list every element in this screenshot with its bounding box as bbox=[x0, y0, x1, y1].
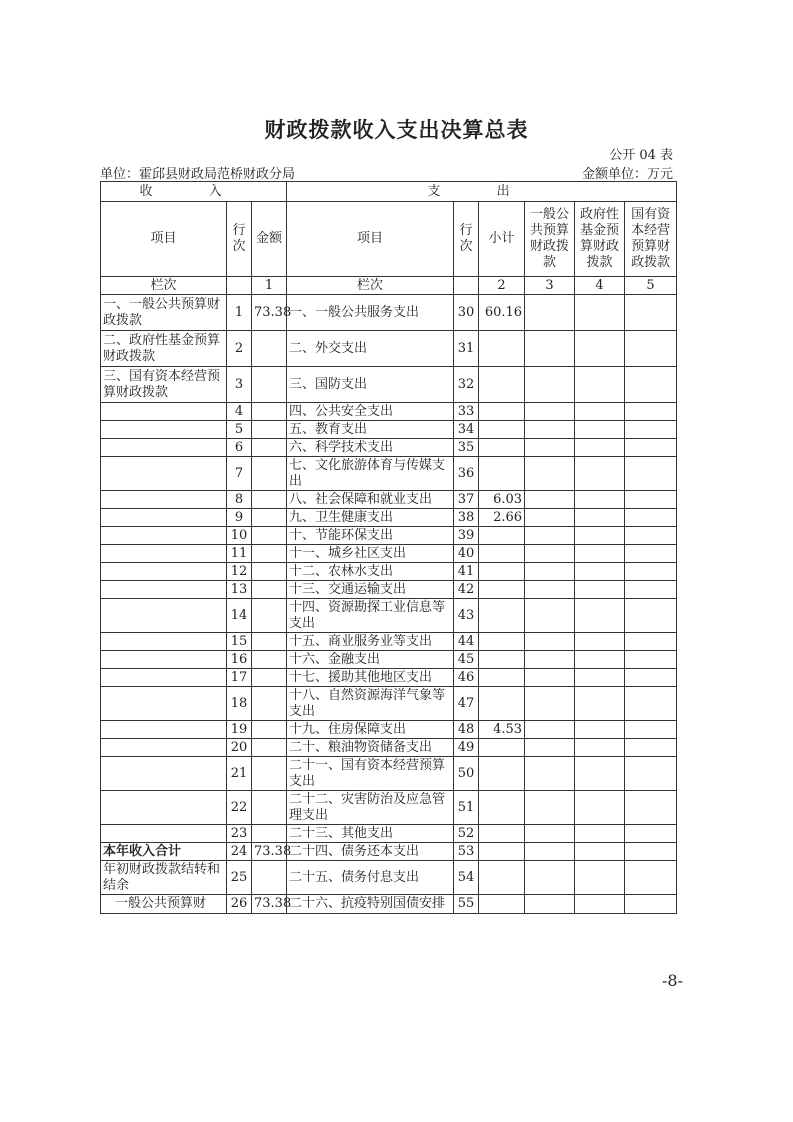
expense-item-cell: 一、一般公共服务支出 bbox=[287, 295, 454, 331]
state-capital-budget-cell bbox=[625, 367, 677, 403]
expense-row-no-cell: 41 bbox=[454, 563, 479, 581]
fund-budget-cell bbox=[575, 739, 625, 757]
expense-subtotal-cell bbox=[479, 633, 525, 651]
fund-budget-cell bbox=[575, 633, 625, 651]
income-item-cell: 三、国有资本经营预算财政拨款 bbox=[101, 367, 227, 403]
income-item-cell bbox=[101, 457, 227, 491]
general-budget-cell bbox=[525, 563, 575, 581]
expense-subtotal-cell: 60.16 bbox=[479, 295, 525, 331]
income-row-no-cell: 11 bbox=[227, 545, 252, 563]
expense-item-cell: 十八、自然资源海洋气象等支出 bbox=[287, 687, 454, 721]
income-item-cell bbox=[101, 599, 227, 633]
state-capital-budget-cell bbox=[625, 331, 677, 367]
expense-row-no-cell: 39 bbox=[454, 527, 479, 545]
fund-budget-cell bbox=[575, 721, 625, 739]
expense-row-no-cell: 53 bbox=[454, 843, 479, 861]
expense-item-cell: 十三、交通运输支出 bbox=[287, 581, 454, 599]
expense-row-no-cell: 33 bbox=[454, 403, 479, 421]
col-1: 1 bbox=[252, 277, 287, 295]
income-row-no-cell: 17 bbox=[227, 669, 252, 687]
header-row-1 bbox=[101, 182, 677, 202]
fund-budget-cell bbox=[575, 581, 625, 599]
header-subtotal: 小计 bbox=[479, 202, 525, 277]
table-row bbox=[101, 331, 677, 367]
expense-row-no-cell: 36 bbox=[454, 457, 479, 491]
col-empty bbox=[227, 277, 252, 295]
expense-item-cell: 十七、援助其他地区支出 bbox=[287, 669, 454, 687]
state-capital-budget-cell bbox=[625, 457, 677, 491]
income-amount-cell bbox=[252, 563, 287, 581]
income-item-cell bbox=[101, 721, 227, 739]
income-row-no-cell: 21 bbox=[227, 757, 252, 791]
income-item-cell: 本年收入合计 bbox=[101, 843, 227, 861]
income-amount-cell: 73.38 bbox=[252, 843, 287, 861]
income-item-cell bbox=[101, 563, 227, 581]
expense-row-no-cell: 37 bbox=[454, 491, 479, 509]
income-item-cell: 一、一般公共预算财政拨款 bbox=[101, 295, 227, 331]
general-budget-cell bbox=[525, 545, 575, 563]
expense-row-no-cell: 54 bbox=[454, 861, 479, 895]
state-capital-budget-cell bbox=[625, 545, 677, 563]
state-capital-budget-cell bbox=[625, 403, 677, 421]
general-budget-cell bbox=[525, 581, 575, 599]
state-capital-budget-cell bbox=[625, 757, 677, 791]
table-row bbox=[101, 669, 677, 687]
table-row bbox=[101, 825, 677, 843]
header-row-no: 行次 bbox=[227, 202, 252, 277]
general-budget-cell bbox=[525, 439, 575, 457]
income-amount-cell bbox=[252, 367, 287, 403]
income-amount-cell bbox=[252, 651, 287, 669]
expense-item-cell: 十、节能环保支出 bbox=[287, 527, 454, 545]
expense-row-no-cell: 47 bbox=[454, 687, 479, 721]
header-amount: 金额 bbox=[252, 202, 287, 277]
expense-item-cell: 九、卫生健康支出 bbox=[287, 509, 454, 527]
income-row-no-cell: 8 bbox=[227, 491, 252, 509]
income-item-cell bbox=[101, 825, 227, 843]
income-row-no-cell: 10 bbox=[227, 527, 252, 545]
income-item-cell bbox=[101, 509, 227, 527]
expense-subtotal-cell: 4.53 bbox=[479, 721, 525, 739]
general-budget-cell bbox=[525, 633, 575, 651]
general-budget-cell bbox=[525, 757, 575, 791]
income-amount-cell: 73.38 bbox=[252, 895, 287, 914]
table-row bbox=[101, 295, 677, 331]
table-row bbox=[101, 651, 677, 669]
table-row bbox=[101, 757, 677, 791]
table-row bbox=[101, 633, 677, 651]
document-title: 财政拨款收入支出决算总表 bbox=[264, 118, 529, 142]
income-amount-cell bbox=[252, 527, 287, 545]
income-amount-cell bbox=[252, 581, 287, 599]
income-amount-cell bbox=[252, 739, 287, 757]
income-amount-cell bbox=[252, 421, 287, 439]
income-header: 收 入 bbox=[101, 182, 287, 202]
general-budget-cell bbox=[525, 331, 575, 367]
header-item-expense: 项目 bbox=[287, 202, 454, 277]
expense-row-no-cell: 55 bbox=[454, 895, 479, 914]
fund-budget-cell bbox=[575, 669, 625, 687]
table-row bbox=[101, 791, 677, 825]
general-budget-cell bbox=[525, 457, 575, 491]
income-amount-cell bbox=[252, 687, 287, 721]
expense-subtotal-cell bbox=[479, 687, 525, 721]
income-row-no-cell: 9 bbox=[227, 509, 252, 527]
expense-item-cell: 十二、农林水支出 bbox=[287, 563, 454, 581]
income-amount-cell bbox=[252, 491, 287, 509]
state-capital-budget-cell bbox=[625, 861, 677, 895]
income-row-no-cell: 1 bbox=[227, 295, 252, 331]
expense-item-cell: 六、科学技术支出 bbox=[287, 439, 454, 457]
col-3: 3 bbox=[525, 277, 575, 295]
state-capital-budget-cell bbox=[625, 739, 677, 757]
expense-subtotal-cell bbox=[479, 439, 525, 457]
expense-item-cell: 四、公共安全支出 bbox=[287, 403, 454, 421]
income-row-no-cell: 4 bbox=[227, 403, 252, 421]
fund-budget-cell bbox=[575, 825, 625, 843]
expense-subtotal-cell bbox=[479, 421, 525, 439]
income-row-no-cell: 16 bbox=[227, 651, 252, 669]
income-amount-cell bbox=[252, 721, 287, 739]
income-item-cell: 一般公共预算财 bbox=[101, 895, 227, 914]
state-capital-budget-cell bbox=[625, 895, 677, 914]
page-number: -8- bbox=[662, 971, 683, 990]
expense-row-no-cell: 45 bbox=[454, 651, 479, 669]
expense-subtotal-cell: 6.03 bbox=[479, 491, 525, 509]
column-number-row bbox=[101, 277, 677, 295]
state-capital-budget-cell bbox=[625, 721, 677, 739]
income-row-no-cell: 6 bbox=[227, 439, 252, 457]
table-row bbox=[101, 599, 677, 633]
income-row-no-cell: 22 bbox=[227, 791, 252, 825]
expense-subtotal-cell bbox=[479, 599, 525, 633]
expense-subtotal-cell bbox=[479, 843, 525, 861]
table-row bbox=[101, 895, 677, 914]
expense-row-no-cell: 31 bbox=[454, 331, 479, 367]
income-amount-cell bbox=[252, 599, 287, 633]
fund-budget-cell bbox=[575, 403, 625, 421]
col-empty-expense bbox=[454, 277, 479, 295]
expense-item-cell: 二十、粮油物资储备支出 bbox=[287, 739, 454, 757]
income-amount-cell bbox=[252, 457, 287, 491]
col-5: 5 bbox=[625, 277, 677, 295]
expense-row-no-cell: 51 bbox=[454, 791, 479, 825]
general-budget-cell bbox=[525, 843, 575, 861]
expense-item-cell: 十九、住房保障支出 bbox=[287, 721, 454, 739]
fund-budget-cell bbox=[575, 687, 625, 721]
unit-name: 单位：霍邱县财政局范桥财政分局 bbox=[100, 167, 296, 182]
income-item-cell bbox=[101, 739, 227, 757]
state-capital-budget-cell bbox=[625, 843, 677, 861]
expense-row-no-cell: 34 bbox=[454, 421, 479, 439]
general-budget-cell bbox=[525, 651, 575, 669]
income-row-no-cell: 3 bbox=[227, 367, 252, 403]
income-row-no-cell: 23 bbox=[227, 825, 252, 843]
state-capital-budget-cell bbox=[625, 633, 677, 651]
expense-row-no-cell: 46 bbox=[454, 669, 479, 687]
expense-item-cell: 十四、资源勘探工业信息等支出 bbox=[287, 599, 454, 633]
general-budget-cell bbox=[525, 599, 575, 633]
general-budget-cell bbox=[525, 791, 575, 825]
fund-budget-cell bbox=[575, 791, 625, 825]
expense-item-cell: 二十二、灾害防治及应急管理支出 bbox=[287, 791, 454, 825]
col-label: 栏次 bbox=[101, 277, 227, 295]
general-budget-cell bbox=[525, 721, 575, 739]
income-row-no-cell: 2 bbox=[227, 331, 252, 367]
expense-item-cell: 二十一、国有资本经营预算支出 bbox=[287, 757, 454, 791]
expense-subtotal-cell bbox=[479, 861, 525, 895]
income-item-cell bbox=[101, 633, 227, 651]
table-row bbox=[101, 509, 677, 527]
header-general-budget: 一般公共预算财政拨款 bbox=[525, 202, 575, 277]
general-budget-cell bbox=[525, 861, 575, 895]
general-budget-cell bbox=[525, 491, 575, 509]
table-row bbox=[101, 545, 677, 563]
table-row bbox=[101, 739, 677, 757]
income-amount-cell bbox=[252, 669, 287, 687]
general-budget-cell bbox=[525, 367, 575, 403]
expense-header: 支 出 bbox=[287, 182, 677, 202]
state-capital-budget-cell bbox=[625, 687, 677, 721]
income-item-cell bbox=[101, 687, 227, 721]
expense-subtotal-cell bbox=[479, 669, 525, 687]
state-capital-budget-cell bbox=[625, 421, 677, 439]
expense-subtotal-cell bbox=[479, 791, 525, 825]
expense-row-no-cell: 38 bbox=[454, 509, 479, 527]
header-fund-budget: 政府性基金预算财政拨款 bbox=[575, 202, 625, 277]
income-amount-cell bbox=[252, 545, 287, 563]
fund-budget-cell bbox=[575, 861, 625, 895]
general-budget-cell bbox=[525, 295, 575, 331]
expense-row-no-cell: 32 bbox=[454, 367, 479, 403]
general-budget-cell bbox=[525, 687, 575, 721]
expense-item-cell: 十五、商业服务业等支出 bbox=[287, 633, 454, 651]
expense-subtotal-cell bbox=[479, 457, 525, 491]
income-row-no-cell: 26 bbox=[227, 895, 252, 914]
expense-subtotal-cell bbox=[479, 825, 525, 843]
income-amount-cell bbox=[252, 403, 287, 421]
table-row bbox=[101, 403, 677, 421]
header-state-capital-budget: 国有资本经营预算财政拨款 bbox=[625, 202, 677, 277]
fund-budget-cell bbox=[575, 295, 625, 331]
state-capital-budget-cell bbox=[625, 509, 677, 527]
table-row bbox=[101, 563, 677, 581]
table-row bbox=[101, 581, 677, 599]
general-budget-cell bbox=[525, 421, 575, 439]
expense-item-cell: 七、文化旅游体育与传媒支出 bbox=[287, 457, 454, 491]
general-budget-cell bbox=[525, 509, 575, 527]
general-budget-cell bbox=[525, 895, 575, 914]
state-capital-budget-cell bbox=[625, 295, 677, 331]
col-2: 2 bbox=[479, 277, 525, 295]
income-item-cell bbox=[101, 581, 227, 599]
header-item: 项目 bbox=[101, 202, 227, 277]
expense-subtotal-cell: 2.66 bbox=[479, 509, 525, 527]
fund-budget-cell bbox=[575, 367, 625, 403]
expense-subtotal-cell bbox=[479, 895, 525, 914]
table-row bbox=[101, 457, 677, 491]
income-row-no-cell: 20 bbox=[227, 739, 252, 757]
fund-budget-cell bbox=[575, 439, 625, 457]
table-row bbox=[101, 843, 677, 861]
state-capital-budget-cell bbox=[625, 563, 677, 581]
expense-item-cell: 五、教育支出 bbox=[287, 421, 454, 439]
income-row-no-cell: 19 bbox=[227, 721, 252, 739]
expense-item-cell: 三、国防支出 bbox=[287, 367, 454, 403]
expense-item-cell: 二十六、抗疫特别国债安排 bbox=[287, 895, 454, 914]
income-row-no-cell: 15 bbox=[227, 633, 252, 651]
state-capital-budget-cell bbox=[625, 581, 677, 599]
income-item-cell bbox=[101, 403, 227, 421]
expense-row-no-cell: 30 bbox=[454, 295, 479, 331]
expense-row-no-cell: 42 bbox=[454, 581, 479, 599]
expense-row-no-cell: 44 bbox=[454, 633, 479, 651]
fund-budget-cell bbox=[575, 843, 625, 861]
expense-row-no-cell: 50 bbox=[454, 757, 479, 791]
income-item-cell bbox=[101, 491, 227, 509]
expense-subtotal-cell bbox=[479, 367, 525, 403]
fund-budget-cell bbox=[575, 331, 625, 367]
general-budget-cell bbox=[525, 669, 575, 687]
income-item-cell: 年初财政拨款结转和结余 bbox=[101, 861, 227, 895]
expense-row-no-cell: 49 bbox=[454, 739, 479, 757]
income-row-no-cell: 7 bbox=[227, 457, 252, 491]
income-amount-cell bbox=[252, 439, 287, 457]
expense-row-no-cell: 48 bbox=[454, 721, 479, 739]
fund-budget-cell bbox=[575, 527, 625, 545]
income-amount-cell: 73.38 bbox=[252, 295, 287, 331]
income-amount-cell bbox=[252, 791, 287, 825]
general-budget-cell bbox=[525, 527, 575, 545]
expense-subtotal-cell bbox=[479, 527, 525, 545]
expense-item-cell: 二十四、债务还本支出 bbox=[287, 843, 454, 861]
state-capital-budget-cell bbox=[625, 527, 677, 545]
state-capital-budget-cell bbox=[625, 825, 677, 843]
fund-budget-cell bbox=[575, 421, 625, 439]
expense-subtotal-cell bbox=[479, 545, 525, 563]
income-row-no-cell: 13 bbox=[227, 581, 252, 599]
expense-subtotal-cell bbox=[479, 739, 525, 757]
expense-subtotal-cell bbox=[479, 403, 525, 421]
income-amount-cell bbox=[252, 861, 287, 895]
income-item-cell bbox=[101, 439, 227, 457]
income-row-no-cell: 14 bbox=[227, 599, 252, 633]
income-amount-cell bbox=[252, 633, 287, 651]
income-item-cell bbox=[101, 651, 227, 669]
table-row bbox=[101, 439, 677, 457]
general-budget-cell bbox=[525, 739, 575, 757]
expense-subtotal-cell bbox=[479, 651, 525, 669]
state-capital-budget-cell bbox=[625, 491, 677, 509]
expense-row-no-cell: 52 bbox=[454, 825, 479, 843]
col-label-expense: 栏次 bbox=[287, 277, 454, 295]
table-row bbox=[101, 491, 677, 509]
state-capital-budget-cell bbox=[625, 439, 677, 457]
income-item-cell bbox=[101, 421, 227, 439]
income-amount-cell bbox=[252, 331, 287, 367]
state-capital-budget-cell bbox=[625, 599, 677, 633]
expense-subtotal-cell bbox=[479, 331, 525, 367]
state-capital-budget-cell bbox=[625, 791, 677, 825]
table-row bbox=[101, 687, 677, 721]
expense-item-cell: 十一、城乡社区支出 bbox=[287, 545, 454, 563]
form-number: 公开 04 表 bbox=[609, 148, 673, 163]
col-4: 4 bbox=[575, 277, 625, 295]
state-capital-budget-cell bbox=[625, 651, 677, 669]
expense-item-cell: 二十五、债务付息支出 bbox=[287, 861, 454, 895]
table-row bbox=[101, 861, 677, 895]
fund-budget-cell bbox=[575, 895, 625, 914]
fund-budget-cell bbox=[575, 491, 625, 509]
income-item-cell bbox=[101, 527, 227, 545]
income-row-no-cell: 18 bbox=[227, 687, 252, 721]
state-capital-budget-cell bbox=[625, 669, 677, 687]
income-row-no-cell: 25 bbox=[227, 861, 252, 895]
table-row bbox=[101, 527, 677, 545]
table-row bbox=[101, 421, 677, 439]
income-item-cell bbox=[101, 669, 227, 687]
income-item-cell: 二、政府性基金预算财政拨款 bbox=[101, 331, 227, 367]
fund-budget-cell bbox=[575, 457, 625, 491]
expense-item-cell: 二、外交支出 bbox=[287, 331, 454, 367]
expense-item-cell: 二十三、其他支出 bbox=[287, 825, 454, 843]
income-amount-cell bbox=[252, 825, 287, 843]
income-item-cell bbox=[101, 757, 227, 791]
fund-budget-cell bbox=[575, 545, 625, 563]
budget-table bbox=[100, 181, 677, 914]
income-amount-cell bbox=[252, 509, 287, 527]
fund-budget-cell bbox=[575, 599, 625, 633]
header-row-no-expense: 行次 bbox=[454, 202, 479, 277]
fund-budget-cell bbox=[575, 509, 625, 527]
fund-budget-cell bbox=[575, 651, 625, 669]
fund-budget-cell bbox=[575, 563, 625, 581]
income-row-no-cell: 12 bbox=[227, 563, 252, 581]
income-row-no-cell: 24 bbox=[227, 843, 252, 861]
amount-unit: 金额单位：万元 bbox=[581, 167, 673, 182]
general-budget-cell bbox=[525, 403, 575, 421]
income-item-cell bbox=[101, 791, 227, 825]
fund-budget-cell bbox=[575, 757, 625, 791]
general-budget-cell bbox=[525, 825, 575, 843]
expense-row-no-cell: 43 bbox=[454, 599, 479, 633]
table-row bbox=[101, 721, 677, 739]
expense-row-no-cell: 40 bbox=[454, 545, 479, 563]
expense-item-cell: 八、社会保障和就业支出 bbox=[287, 491, 454, 509]
expense-subtotal-cell bbox=[479, 581, 525, 599]
expense-subtotal-cell bbox=[479, 757, 525, 791]
expense-row-no-cell: 35 bbox=[454, 439, 479, 457]
expense-item-cell: 十六、金融支出 bbox=[287, 651, 454, 669]
income-item-cell bbox=[101, 545, 227, 563]
table-row bbox=[101, 367, 677, 403]
income-row-no-cell: 5 bbox=[227, 421, 252, 439]
income-amount-cell bbox=[252, 757, 287, 791]
header-row-2 bbox=[101, 202, 677, 277]
expense-subtotal-cell bbox=[479, 563, 525, 581]
